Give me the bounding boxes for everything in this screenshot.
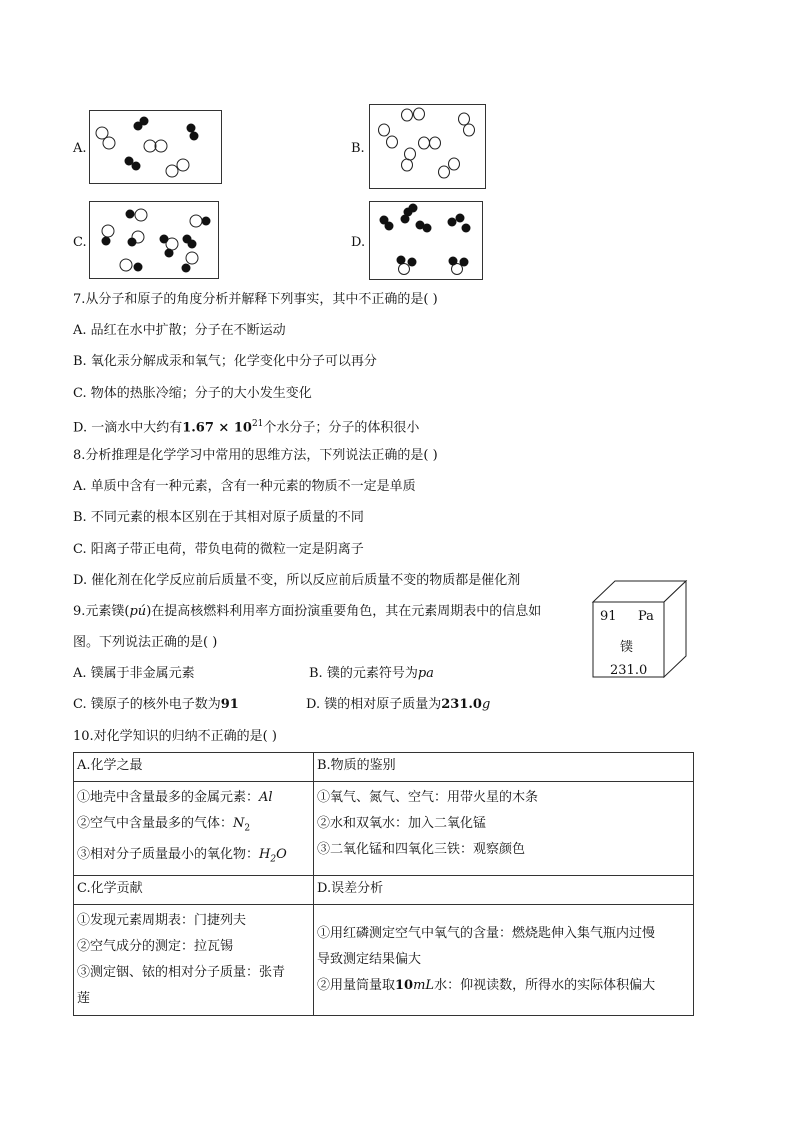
particle-diagram-c-svg <box>90 202 218 278</box>
a-item-2: ②空气中含量最多的气体：$N_2$ <box>77 816 251 834</box>
q9-option-a[interactable]: A. 镤属于非金属元素 <box>73 666 195 681</box>
q7-option-d-exponent: 21 <box>251 419 264 429</box>
element-symbol: Pa <box>638 609 654 624</box>
q9-option-b[interactable] <box>309 666 434 682</box>
d-item-1-cont: 导致测定结果偏大 <box>317 952 422 968</box>
particle-diagram-b-svg <box>370 105 485 188</box>
q8-stem: 8.分析推理是化学学习中常用的思维方法，下列说法正确的是( ) <box>73 448 438 463</box>
q7-option-d-post: 个水分子；分子的体积很小 <box>263 420 420 436</box>
option-d-label: D. <box>351 235 366 250</box>
particle-diagram-d <box>369 201 483 280</box>
q8-option-a[interactable]: A. 单质中含有一种元素，含有一种元素的物质不一定是单质 <box>73 479 416 494</box>
particle-diagram-d-svg <box>370 202 482 279</box>
element-atomic-number: 91 <box>600 609 617 624</box>
q7-option-b[interactable]: B. 氧化汞分解成汞和氧气；化学变化中分子可以再分 <box>73 354 377 369</box>
element-name: 镤 <box>620 640 634 655</box>
q8-option-b[interactable]: B. 不同元素的根本区别在于其相对原子质量的不同 <box>73 510 364 525</box>
q9-stem-line2: 图。下列说法正确的是( ) <box>73 635 218 650</box>
table-cell-c <box>74 905 314 1016</box>
q9-option-b-pre: B. 镤的元素符号为 <box>309 666 418 681</box>
particle-diagram-a-svg <box>90 111 221 183</box>
table-header-b: B.物质的鉴别 <box>314 753 694 782</box>
particle-diagram-c <box>89 201 219 279</box>
d-item-1: ①用红磷测定空气中氧气的含量：燃烧匙伸入集气瓶内过慢 <box>317 926 656 942</box>
q9-stem <box>73 604 541 620</box>
c-item-1: ①发现元素周期表：门捷列夫 <box>77 913 247 929</box>
option-c-label: C. <box>73 235 87 250</box>
table-header-c: C.化学贡献 <box>74 876 314 905</box>
option-a-label: A. <box>73 141 87 156</box>
d-item-2: ②用量筒量取10mL水：仰视读数，所得水的实际体积偏大 <box>317 978 656 994</box>
q9-option-d[interactable] <box>306 697 490 713</box>
q8-option-c[interactable]: C. 阳离子带正电荷，带负电荷的微粒一定是阴离子 <box>73 542 364 557</box>
q8-option-d[interactable]: D. 催化剂在化学反应前后质量不变，所以反应前后质量不变的物质都是催化剂 <box>73 573 521 588</box>
q7-option-c[interactable]: C. 物体的热胀冷缩；分子的大小发生变化 <box>73 386 312 401</box>
q9-option-b-symbol: pa <box>417 666 434 681</box>
c-item-3: ③测定铟、铱的相对分子质量：张青 <box>77 965 286 981</box>
particle-diagram-b <box>369 104 486 189</box>
q9-stem-pre: 9.元素镤( <box>73 604 130 619</box>
a-item-1: ①地壳中含量最多的金属元素：Al <box>77 790 273 805</box>
element-atomic-mass: 231.0 <box>610 663 648 678</box>
option-b-label: B. <box>351 141 365 156</box>
q9-option-c[interactable] <box>73 697 239 713</box>
table-header-a: A.化学之最 <box>74 753 314 782</box>
q10-stem: 10.对化学知识的归纳不正确的是( ) <box>73 729 277 744</box>
q7-option-d[interactable] <box>73 416 419 436</box>
c-item-3-cont: 莲 <box>77 991 91 1007</box>
q7-option-d-pre: D. 一滴水中大约有 <box>73 420 183 436</box>
q7-stem: 7.从分子和原子的角度分析并解释下列事实，其中不正确的是( ) <box>73 292 438 307</box>
q9-option-c-pre: C. 镤原子的核外电子数为 <box>73 697 221 712</box>
table-header-d: D.误差分析 <box>314 876 694 905</box>
knowledge-table <box>73 752 694 1016</box>
b-item-2: ②水和双氧水：加入二氧化锰 <box>317 816 487 831</box>
q9-option-d-number: 231.0 <box>441 697 482 712</box>
b-item-1: ①氧气、氮气、空气：用带火星的木条 <box>317 790 539 805</box>
particle-diagram-a <box>89 110 222 184</box>
q9-stem-post: )在提高核燃料利用率方面扮演重要角色，其在元素周期表中的信息如 <box>146 604 542 619</box>
c-item-2: ②空气成分的测定：拉瓦锡 <box>77 939 234 955</box>
element-tile <box>590 580 690 680</box>
q9-option-d-pre: D. 镤的相对原子质量为 <box>306 697 442 712</box>
q9-option-c-number: 91 <box>220 697 239 712</box>
q7-option-a[interactable]: A. 品红在水中扩散；分子在不断运动 <box>73 323 286 338</box>
b-item-3: ③二氧化锰和四氧化三铁：观察颜色 <box>317 842 526 857</box>
table-cell-a <box>74 782 314 876</box>
table-cell-b <box>314 782 694 876</box>
table-cell-d <box>314 905 694 1016</box>
q9-stem-pinyin: pú <box>129 604 147 619</box>
a-item-3: ③相对分子质量最小的氧化物：$H_2O$ <box>77 846 287 865</box>
q9-option-d-unit: g <box>481 697 491 712</box>
q7-option-d-number: 1.67 × 10 <box>182 420 252 436</box>
